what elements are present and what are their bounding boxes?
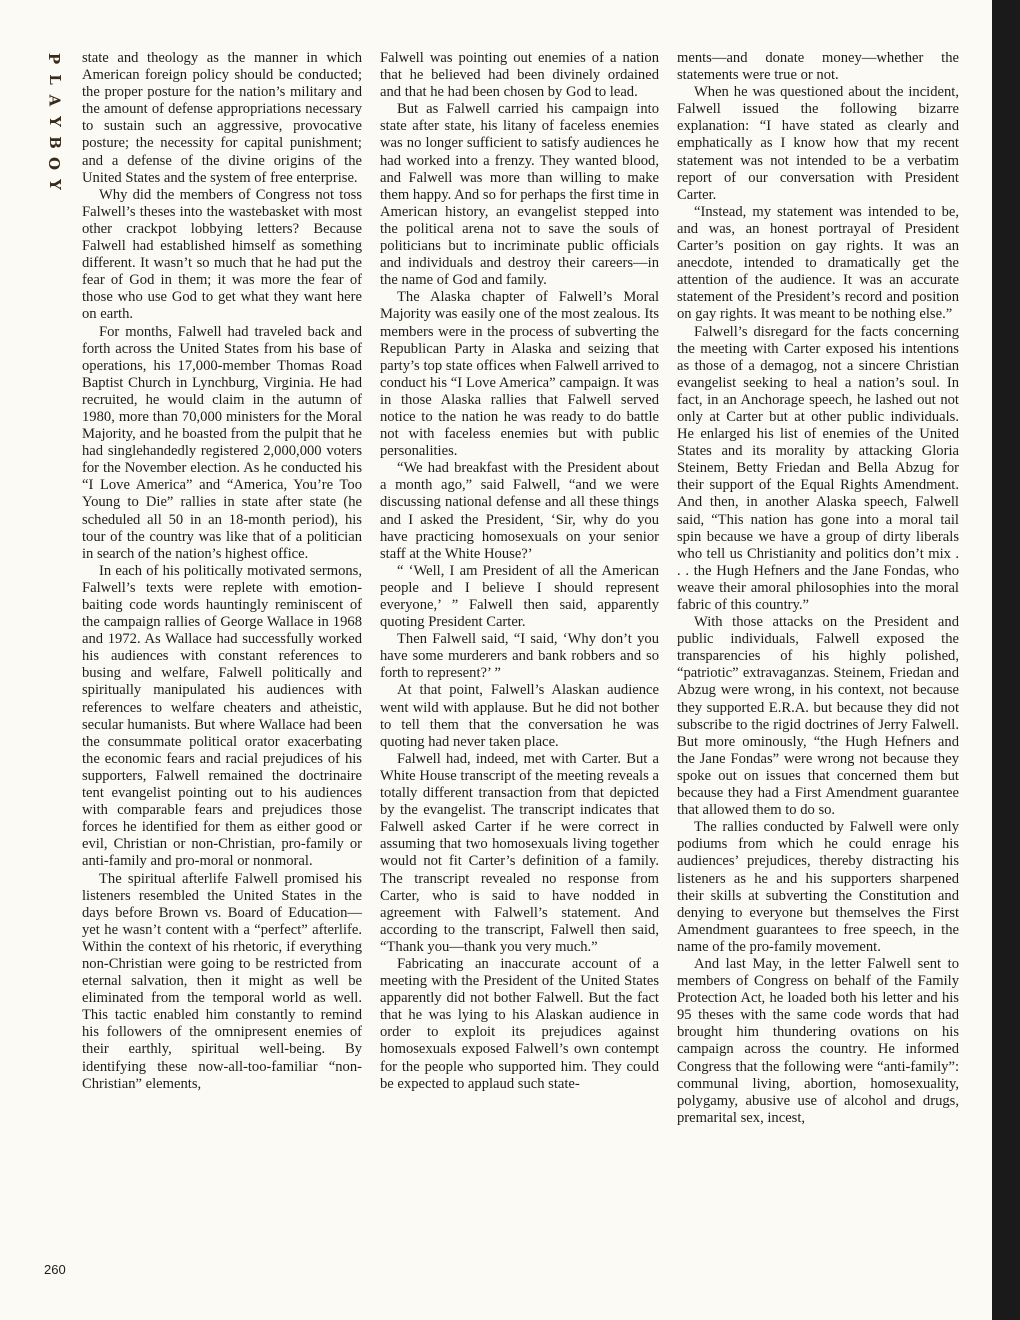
paragraph: Falwell was pointing out enemies of a nation that he believed had been divinely ordained and that he had been chosen by God to lead. — [380, 50, 659, 101]
page-number: 260 — [44, 1262, 66, 1277]
paragraph: At that point, Falwell’s Alaskan audience went wild with applause. But he did not bother to tell them that the conversation he was quoting had never taken place. — [380, 682, 659, 750]
masthead-letter: P — [45, 52, 64, 65]
masthead-letter: Y — [45, 179, 64, 190]
paragraph: And last May, in the letter Falwell sent to members of Congress on behalf of the Family Protection Act, he loaded both his letter and his 95 theses with the same code words that had brought him thundering ovations on his campaign across the country. He informed Congress that the following were “anti-family”: communal living, abortion, homosexuality, polygamy, abusive use of alcohol and drugs, premarital sex, incest, — [677, 955, 959, 1126]
text-column-2 — [380, 50, 659, 1093]
paragraph: But as Falwell carried his campaign into state after state, his litany of faceless enemies was no longer sufficient to satisfy audiences he had worked into a frenzy. They wanted blood, and Falwell was more than willing to make them happy. And so for perhaps the first time in American history, an evangelist stepped into the political arena not to save the souls of politicians but to incriminate public officials and individuals and destroy their careers—in the name of God and family. — [380, 101, 659, 289]
paragraph: “ ‘Well, I am President of all the American people and I believe I should represent everyone,’ ” Falwell then said, apparently quoting President Carter. — [380, 562, 659, 631]
paragraph: “We had breakfast with the President about a month ago,” said Falwell, “and we were discussing national defense and all these things and I asked the President, ‘Sir, why do you have practicing homosexuals on your senior staff at the White House?’ — [380, 460, 659, 562]
paragraph: The spiritual afterlife Falwell promised his listeners resembled the United States in the days before Brown vs. Board of Education—yet he wasn’t content with a “perfect” afterlife. Within the context of his rhetoric, if everything non-Christian were going to be restricted from eternal salvation, then it might as well be eliminated from the temporal world as well. This tactic enabled him constantly to remind his followers of the omnipresent enemies of their earthly, spiritual well-being. By identifying these now-all-too-familiar “non-Christian” elements, — [82, 870, 362, 1092]
paragraph: Falwell’s disregard for the facts concerning the meeting with Carter exposed his intentions as those of a demagog, not a sincere Christian evangelist seeking to heal a nation’s soul. In fact, in an Anchorage speech, he lashed out not only at Carter but at other public individuals. He enlarged his list of enemies of the United States and its morality by attacking Gloria Steinem, Betty Friedan and Bella Abzug for their support of the Equal Rights Amendment. And then, in another Alaska speech, Falwell said, “This nation has gone into a moral tail spin because we have a group of dirty liberals who tell us Christianity and politics don’t mix . . . the Hugh Hefners and the Jane Fondas, who weave their amoral philosophies into the moral fabric of this country.” — [677, 323, 959, 613]
paragraph: ments—and donate money—whether the statements were true or not. — [677, 50, 959, 84]
masthead-letter: Y — [45, 116, 64, 127]
paragraph: Why did the members of Congress not toss Falwell’s theses into the wastebasket with most other crackpot lobbying letters? Because Falwell had established himself as something different. It wasn’t so much that he had put the fear of God in them; it was more the fear of those who use God to get what they want here on earth. — [82, 186, 362, 323]
masthead-letter: A — [45, 94, 64, 107]
paragraph: The rallies conducted by Falwell were only podiums from which he could enrage his audiences’ prejudices, thereby distracting his listeners as he and his supporters sharpened their skills at subverting the Constitution and denying to everyone but themselves the First Amendment guarantees to free speech, in the name of the pro-family movement. — [677, 819, 959, 955]
paragraph: The Alaska chapter of Falwell’s Moral Majority was easily one of the most zealous. Its members were in the process of subverting the Republican Party in Alaska and seizing that party’s top state offices when Falwell arrived to conduct his “I Love America” campaign. It was in those Alaska rallies that Falwell served notice to the nation he was ready to do battle not with faceless enemies but with public personalities. — [380, 289, 659, 460]
paragraph: With those attacks on the President and public individuals, Falwell exposed the transparencies of his highly polished, “patriotic” extravaganzas. Steinem, Friedan and Abzug were wrong, in his context, not because they supported E.R.A. but because they did not subscribe to the rigid doctrines of Jerry Falwell. But more ominously, “the Hugh Hefners and the Jane Fondas” were wrong not because they spoke out on issues that concerned them but because they had a First Amendment guarantee that allowed them to do so. — [677, 614, 959, 819]
paragraph: state and theology as the manner in which American foreign policy should be conducted; the proper posture for the nation’s military and the amount of defense appropriations necessary to sustain such an aggressive, provocative posture; the necessity for capital punishment; and a defense of the divine origins of the United States and the system of free enterprise. — [82, 50, 362, 186]
paragraph: In each of his politically motivated sermons, Falwell’s texts were replete with emotion-baiting code words hauntingly reminiscent of the campaign rallies of George Wallace in 1968 and 1972. As Wallace had successfully worked his audiences with constant references to busing and welfare, Falwell politically and spiritually manipulated his audiences with references to welfare cheaters and atheistic, secular humanists. But where Wallace had been the consummate political orator exacerbating the economic fears and racial prejudices of his supporters, Falwell remained the doctrinaire tent evangelist pointing out to his audiences with comparable fears and prejudices those forces he identified for them as either good or evil, Christian or non-Christian, pro-family or anti-family and pro-moral or nonmoral. — [82, 562, 362, 870]
masthead-playboy — [40, 48, 68, 195]
paragraph: Then Falwell said, “I said, ‘Why don’t you have some murderers and bank robbers and so forth to represent?’ ” — [380, 631, 659, 682]
paragraph: “Instead, my statement was intended to be, and was, an honest portrayal of President Carter’s position on gay rights. It was an anecdote, intended to dramatically get the attention of the audience. It was an accurate statement of the President’s record and position on gay rights. It was meant to be nothing else.” — [677, 203, 959, 323]
masthead-letter: O — [45, 156, 64, 171]
paragraph: Falwell had, indeed, met with Carter. But a White House transcript of the meeting reveals a totally different transaction from that depicted by the evangelist. The transcript indicates that Falwell asked Carter if he were correct in assuming that two homosexuals living together would not fit Carter’s definition of a family. The transcript revealed no response from Carter, who is said to have nodded in agreement with Falwell’s statement. And according to the transcript, Falwell then said, “Thank you—thank you very much.” — [380, 750, 659, 955]
text-column-3 — [677, 50, 959, 1127]
paragraph: When he was questioned about the incident, Falwell issued the following bizarre explanation: “I have stated as clearly and emphatically as I know how that my recent statement was not intended to be a verbatim report of our conversation with President Carter. — [677, 84, 959, 203]
masthead-letter: B — [45, 136, 64, 149]
masthead-letter: L — [45, 74, 64, 85]
paragraph: Fabricating an inaccurate account of a meeting with the President of the United States apparently did not bother Falwell. But the fact that he was lying to his Alaskan audience in order to exploit its prejudices against homosexuals exposed Falwell’s own contempt for the people who supported him. They could be expected to applaud such state- — [380, 955, 659, 1092]
paragraph: For months, Falwell had traveled back and forth across the United States from his base of operations, his 17,000-member Thomas Road Baptist Church in Lynchburg, Virginia. He had recruited, he would claim in the autumn of 1980, more than 70,000 ministers for the Moral Majority, and he boasted from the pulpit that he had singlehandedly registered 2,000,000 voters for the November election. As he conducted his “I Love America” and “America, You’re Too Young to Die” rallies in state after state (he scheduled all 50 in an 18-month period), his tour of the country was like that of a politician in search of the nation’s highest office. — [82, 323, 362, 562]
text-column-1 — [82, 50, 362, 1093]
